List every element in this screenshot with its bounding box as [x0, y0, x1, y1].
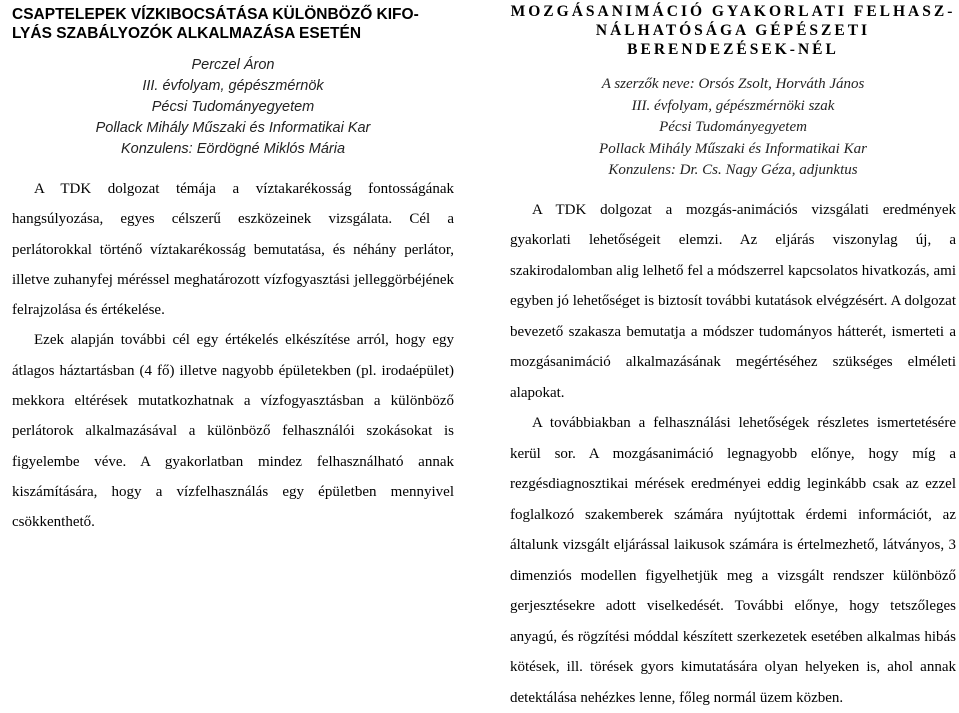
left-author-consultant: Konzulens: Eördögné Miklós Mária — [120, 141, 346, 157]
left-author-year: III. évfolyam, gépészmérnök — [142, 78, 324, 94]
left-author-name: Perczel Áron — [191, 57, 275, 73]
right-paragraph-1: A TDK dolgozat a mozgás-animációs vizsgálati eredmények gyakorlati lehetőségeit elemzi. Az eljárás viszonylag új, a szakirodalomban alig lelhető fel a módszerrel kapcsolatos hivatkozás, ami egyben jó lehetőséget is biztosít további kutatások elvégzésért. A dolgozat bevezető szakasza bemutatja a módszer tudományos hátterét, ismerteti a mozgásanimáció alkalmazásának megértéséhez szükséges elméleti alapokat. — [510, 201, 956, 401]
left-paragraph-2: Ezek alapján további cél egy értékelés elkészítése arról, hogy egy átlagos háztartásban (4 fő) illetve nagyobb épületekben (pl. irodaépület) mekkora eltérések mutatkozhatnak a vízfogyasztásban a különböző perlátorok alkalmazásával a különböző felhasználói szokásokat is figyelembe véve. A gyakorlatban mindez felhasználható annak kiszámítására, hogy a vízfelhasználás egy épületben mennyivel csökkenthető. — [12, 332, 454, 531]
right-author-university: Pécsi Tudományegyetem — [659, 119, 807, 135]
left-paragraph-1: A TDK dolgozat témája a víztakarékosság fontosságának hangsúlyozása, egyes célszerű eszközeinek vizsgálata. Cél a perlátorokkal történő víztakarékosság bemutatása, és néhány perlátor, illetve zuhanyfej méréssel meghatározott vízfogyasztási jelleggörbéjének felrajzolása és értékelése. — [12, 181, 454, 319]
right-author-faculty: Pollack Mihály Műszaki és Informatikai Kar — [599, 140, 867, 157]
left-author-university: Pécsi Tudományegyetem — [151, 99, 315, 115]
right-author-consultant: Konzulens: Dr. Cs. Nagy Géza, adjunktus — [608, 162, 858, 178]
right-author-names: A szerzők neve: Orsós Zsolt, Horváth János — [601, 76, 865, 92]
right-title: MOZGÁSANIMÁCIÓ GYAKORLATI FELHASZ-NÁLHATÓSÁGA GÉPÉSZETI BERENDEZÉSEK-NÉL — [510, 3, 956, 58]
left-title: CSAPTELEPEK VÍZKIBOCSÁTÁSA KÜLÖNBÖZŐ KIFO-LYÁS SZABÁLYOZÓK ALKALMAZÁSA ESETÉN — [12, 6, 419, 42]
right-author-block — [510, 74, 956, 182]
left-abstract — [12, 0, 454, 538]
left-author-faculty: Pollack Mihály Műszaki és Informatikai Kar — [95, 120, 371, 136]
right-abstract — [510, 0, 956, 713]
left-author-block — [12, 55, 454, 160]
right-author-year: III. évfolyam, gépészmérnöki szak — [631, 97, 835, 114]
right-paragraph-2: A továbbiakban a felhasználási lehetőségek részletes ismertetésére kerül sor. A mozgásanimáció legnagyobb előnye, hogy míg a rezgésdiagnosztikai mérések eredményei eddig leginkább csak az ezzel foglalkozó szakemberek számára nyújtottak érdemi információt, az általunk vizsgált eljárással laikusok számára is értelmezhető, látványos, 3 dimenziós modellen figyelhetjük meg a vizsgált rendszer különböző gerjesztésekre adott viselkedését. További előnye, hogy tetszőleges anyagú, és rögzítési móddal készített szerkezetek esetében alkalmas hibás kötések, ill. törések gyors kimutatására olyan helyeken is, ahol annak detektálása nehézkes lenne, főleg normál üzem közben. — [510, 415, 956, 706]
